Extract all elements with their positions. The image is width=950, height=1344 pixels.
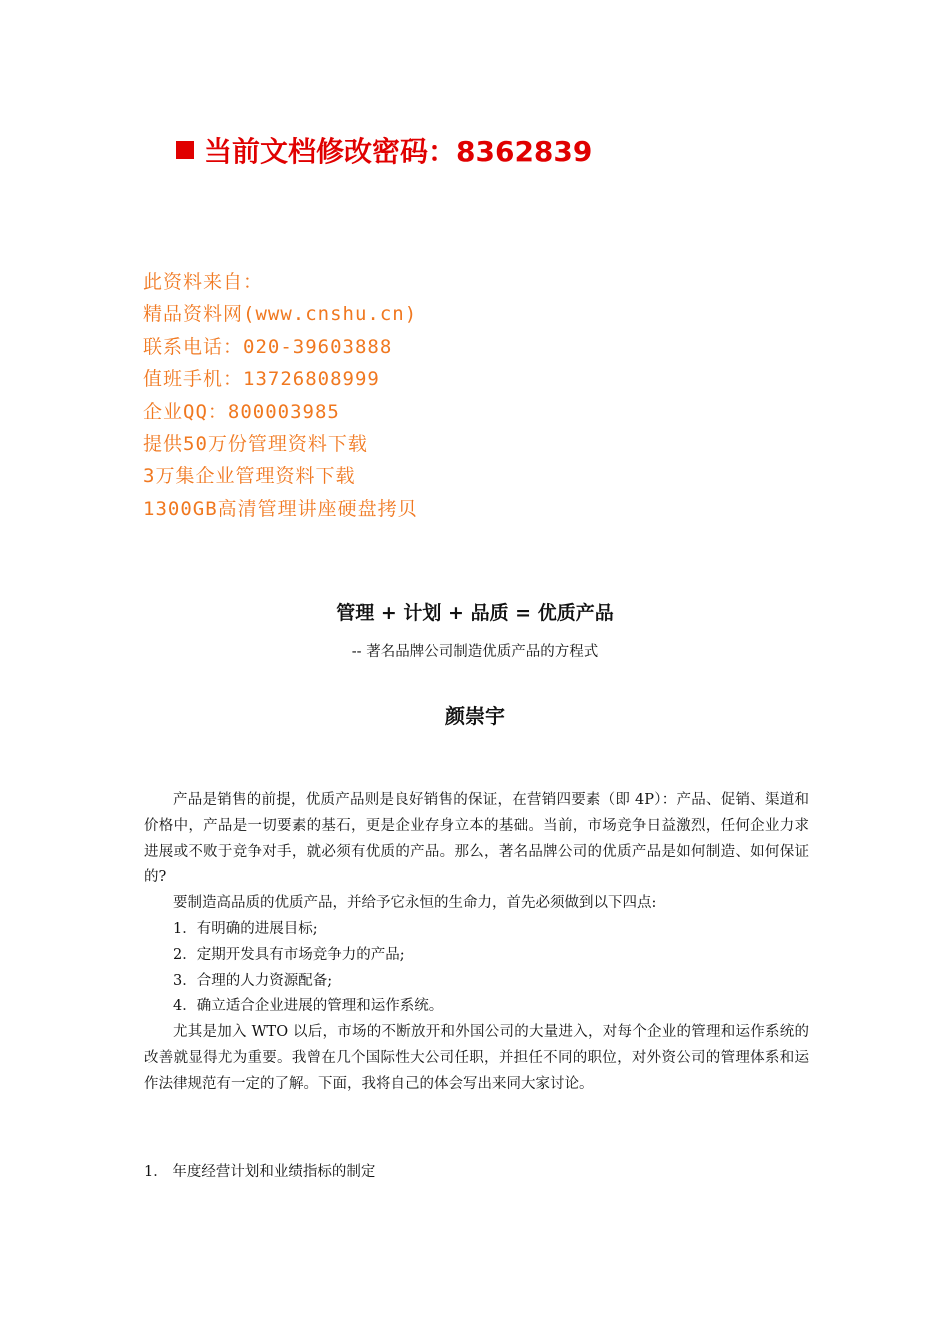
list-item: 2．定期开发具有市场竞争力的产品; — [173, 946, 405, 963]
source-line: 精品资料网(www.cnshu.cn) — [143, 303, 418, 326]
body-paragraph: 要制造高品质的优质产品，并给予它永恒的生命力，首先必须做到以下四点: — [173, 895, 657, 912]
article-author: 颜崇宇 — [445, 704, 505, 728]
red-square-icon — [176, 141, 194, 159]
source-line: 提供50万份管理资料下载 — [143, 433, 368, 456]
list-item: 1．有明确的进展目标; — [173, 920, 318, 937]
source-line: 值班手机：13726808999 — [143, 368, 380, 391]
article-body — [144, 788, 809, 1098]
source-line: 1300GB高清管理讲座硬盘拷贝 — [143, 497, 418, 520]
source-line: 3万集企业管理资料下载 — [143, 465, 356, 488]
body-paragraph: 尤其是加入 WTO 以后，市场的不断放开和外国公司的大量进入，对每个企业的管理和运作系统的改善就显得尤为重要。我曾在几个国际性大公司任职，并担任不同的职位，对外资公司的管理体系和运作法律规范有一定的了解。下面，我将自己的体会写出来同大家讨论。 — [144, 1024, 809, 1092]
list-item: 4．确立适合企业进展的管理和运作系统。 — [173, 998, 444, 1015]
source-line: 此资料来自： — [143, 271, 264, 293]
source-info-block — [143, 266, 418, 525]
article-subtitle: -- 著名品牌公司制造优质产品的方程式 — [351, 644, 599, 660]
article-title: 管理 + 计划 + 品质 = 优质产品 — [336, 602, 614, 624]
section-heading: 1． 年度经营计划和业绩指标的制定 — [144, 1164, 376, 1180]
body-paragraph: 产品是销售的前提，优质产品则是良好销售的保证，在营销四要素（即 4P）：产品、促销、渠道和价格中，产品是一切要素的基石，更是企业存身立本的基础。当前，市场竞争日益激烈，任何企业力求进展或不败于竞争对手，就必须有优质的产品。那么，著名品牌公司的优质产品是如何制造、如何保证的? — [144, 792, 809, 886]
password-notice-text: 当前文档修改密码：8362839 — [204, 135, 593, 168]
list-item: 3．合理的人力资源配备; — [173, 972, 333, 989]
password-notice — [176, 130, 592, 170]
source-line: 企业QQ：800003985 — [143, 400, 340, 423]
source-line: 联系电话：020-39603888 — [143, 335, 393, 358]
